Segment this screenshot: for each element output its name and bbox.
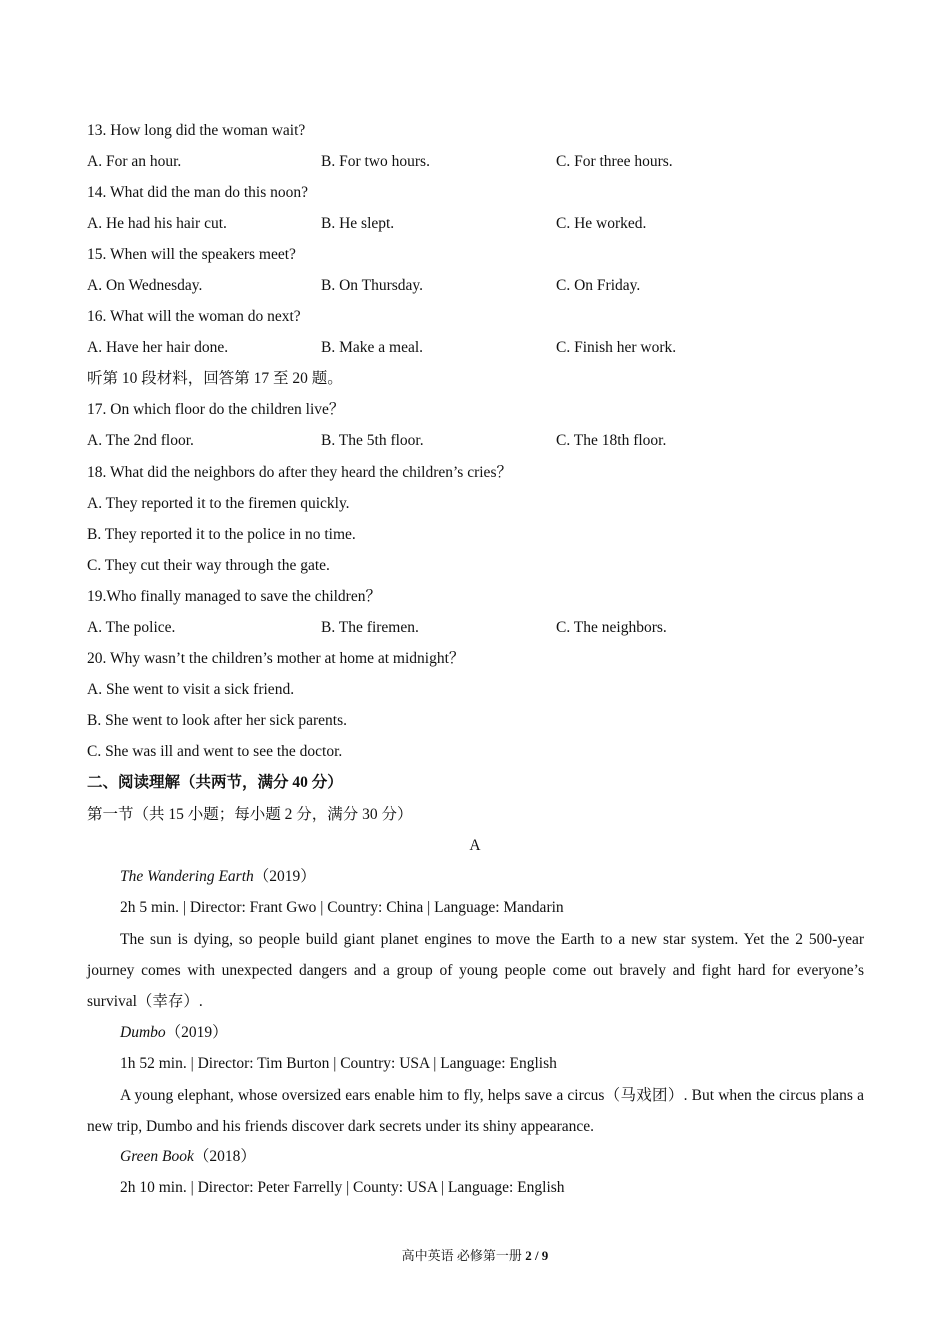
option-17a: A. The 2nd floor. xyxy=(87,432,194,449)
movie-3-year: （2018） xyxy=(193,1148,256,1165)
section-1-title: 第一节（共 15 小题；每小题 2 分，满分 30 分） xyxy=(87,806,413,823)
movie-2-year: （2019） xyxy=(165,1024,228,1041)
part-2-title: 二、阅读理解（共两节，满分 40 分） xyxy=(87,774,343,791)
option-15a: A. On Wednesday. xyxy=(87,277,203,294)
option-18b: B. They reported it to the police in no time. xyxy=(87,526,356,543)
movie-3-title: Green Book xyxy=(120,1148,194,1165)
section-10-instruction: 听第 10 段材料，回答第 17 至 20 题。 xyxy=(87,370,343,387)
movie-2-title: Dumbo xyxy=(120,1024,166,1041)
movie-2-info: 1h 52 min. | Director: Tim Burton | Country: USA | Language: English xyxy=(120,1055,557,1072)
question-15: 15. When will the speakers meet? xyxy=(87,246,296,263)
movie-2-description-text: A young elephant, whose oversized ears enable him to fly, helps save a circus（马戏团）. But when the circus plans a new trip, Dumbo and his friends discover dark secrets under its shiny appearance. xyxy=(87,1087,864,1135)
option-16c: C. Finish her work. xyxy=(556,339,677,356)
passage-label: A xyxy=(469,837,481,854)
option-13c: C. For three hours. xyxy=(556,153,673,170)
option-14a: A. He had his hair cut. xyxy=(87,215,227,232)
option-19a: A. The police. xyxy=(87,619,176,636)
movie-3-info: 2h 10 min. | Director: Peter Farrelly | County: USA | Language: English xyxy=(120,1179,565,1196)
option-19b: B. The firemen. xyxy=(321,619,419,636)
movie-1-title: The Wandering Earth xyxy=(120,868,254,885)
option-14b: B. He slept. xyxy=(321,215,395,232)
option-19c: C. The neighbors. xyxy=(556,619,667,636)
question-13: 13. How long did the woman wait? xyxy=(87,122,306,139)
question-19: 19.Who finally managed to save the children？ xyxy=(87,588,381,605)
page-number: 2 / 9 xyxy=(525,1248,549,1263)
question-17: 17. On which floor do the children live？ xyxy=(87,401,345,418)
movie-1-description-text: The sun is dying, so people build giant planet engines to move the Earth to a new star system. Yet the 2 500-year journey comes with unexpected dangers and a group of young people come out bravely and fight hard for everyone’s survival（幸存）. xyxy=(87,931,864,1010)
option-16b: B. Make a meal. xyxy=(321,339,424,356)
option-20b: B. She went to look after her sick parents. xyxy=(87,712,347,729)
page-footer xyxy=(0,1245,950,1264)
option-17c: C. The 18th floor. xyxy=(556,432,667,449)
option-20a: A. She went to visit a sick friend. xyxy=(87,681,295,698)
option-13b: B. For two hours. xyxy=(321,153,430,170)
movie-2-description xyxy=(87,1080,864,1142)
movie-1-description xyxy=(87,924,864,1017)
movie-1-year: （2019） xyxy=(253,868,316,885)
movie-1-heading xyxy=(120,867,316,887)
question-18: 18. What did the neighbors do after they heard the children’s cries？ xyxy=(87,464,512,481)
movie-3-heading xyxy=(120,1147,256,1167)
movie-1-info: 2h 5 min. | Director: Frant Gwo | Country: China | Language: Mandarin xyxy=(120,899,564,916)
option-15b: B. On Thursday. xyxy=(321,277,424,294)
option-16a: A. Have her hair done. xyxy=(87,339,229,356)
option-13a: A. For an hour. xyxy=(87,153,182,170)
option-18c: C. They cut their way through the gate. xyxy=(87,557,330,574)
option-14c: C. He worked. xyxy=(556,215,647,232)
footer-text: 高中英语 必修第一册 xyxy=(401,1248,526,1263)
movie-2-heading xyxy=(120,1023,228,1043)
question-20: 20. Why wasn’t the children’s mother at home at midnight？ xyxy=(87,650,465,667)
question-16: 16. What will the woman do next? xyxy=(87,308,301,325)
option-18a: A. They reported it to the firemen quickly. xyxy=(87,495,350,512)
question-14: 14. What did the man do this noon? xyxy=(87,184,308,201)
option-15c: C. On Friday. xyxy=(556,277,641,294)
option-20c: C. She was ill and went to see the doctor. xyxy=(87,743,343,760)
option-17b: B. The 5th floor. xyxy=(321,432,424,449)
